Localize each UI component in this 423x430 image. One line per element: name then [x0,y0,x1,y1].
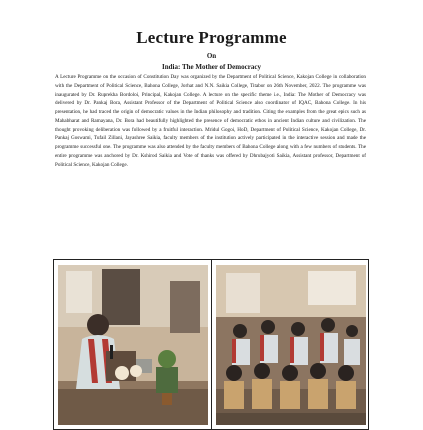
audience-photo [216,265,366,425]
on-label: On [206,52,217,60]
photo-panel [53,259,369,430]
lecture-speaker-illustration [58,265,208,425]
report-paragraph: A Lecture Programme on the occasion of Constitution Day was organized by the Department of Political Science, Kakojan College in collaboration with the Department of Political Science, Bahona College, Jorhat and N.N. Saikia College, Titabor on 26th November, 2022. The programme was inaugurated by Dr. Ruprekha Bordoloi, Principal, Kakojan College. A lecture on the specific theme i.e., India: The Mother of Democracy was delivered by Dr. Pankaj Bora, Assistant Professor of the Department of Political Science also coordinator of IQAC, Bahona College. In his presentation, he had traced the origin of democratic values in the Indian philosophy and tradition. Citing the examples from the great epics such as Mahabharat and Ramayana, Dr. Bora had beautifully highlighted the presence of democratic ethos in ancient Indian culture and civilization. The thought provoking deliberation was followed by a fruitful interaction. Mridul Gogoi, HoD, Department of Political Science, Kakojan College, Dr. Pankaj Goswami, Tufail Zillani, Jayashree Saikia, faculty members of the institution actively participated in the interactive session and made the programme successful one. The programme was also attended by the faculty members of Bahona College along with a few numbers of students. The entire programme was anchored by Dr. Kshirod Saikia and Vote of thanks was offered by Dhrubajyoti Saikia, Assistant professor, Department of Political Science, Kakojan College. [55,74,366,168]
document-title: Lecture Programme [136,28,287,47]
lecture-topic: India: The Mother of Democracy [162,63,261,71]
audience-illustration [216,265,366,425]
lecture-speaker-photo [58,265,208,425]
photo-divider [211,260,212,429]
